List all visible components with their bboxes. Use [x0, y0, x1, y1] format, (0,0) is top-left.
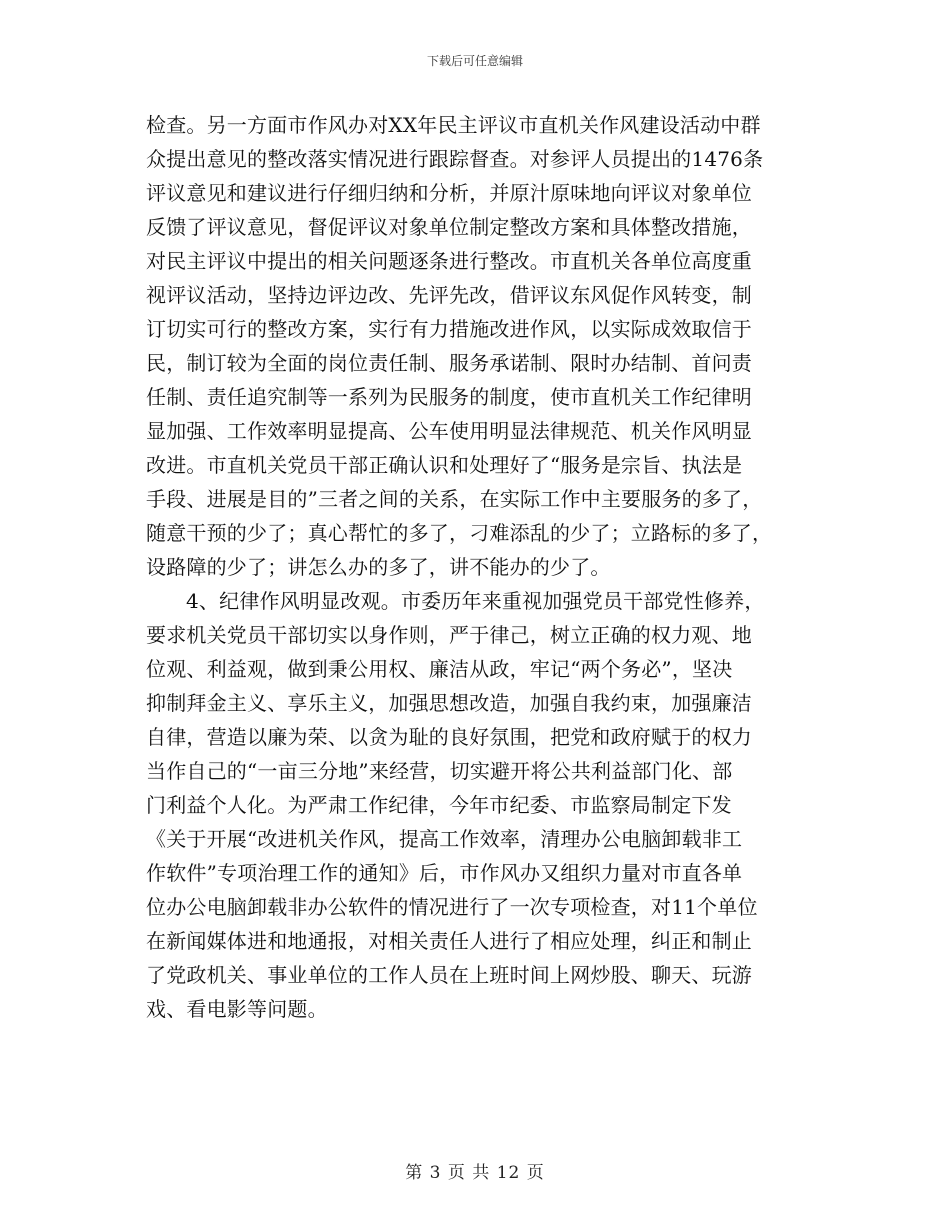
page-header: 下载后可任意编辑: [426, 54, 523, 68]
text-line: 位观、利益观，做到秉公用权、廉洁从政，牢记“两个务必”，坚决: [146, 657, 733, 681]
text-line: 显加强、工作效率明显提高、公车使用明显法律规范、机关作风明显: [146, 419, 752, 443]
text-line: 手段、进展是目的”三者之间的关系，在实际工作中主要服务的多了，: [146, 487, 763, 511]
text-line: 抑制拜金主义、享乐主义，加强思想改造，加强自我约束，加强廉洁: [146, 691, 752, 715]
text-line: 在新闻媒体进和地通报，对相关责任人进行了相应处理，纠正和制止: [146, 929, 752, 953]
text-line: 位办公电脑卸载非办公软件的情况进行了一次专项检查，对11个单位: [146, 895, 758, 919]
text-line: 门利益个人化。为严肃工作纪律，今年市纪委、市监察局制定下发: [146, 793, 732, 817]
document-body: [146, 108, 810, 1026]
text-line: 设路障的少了；讲怎么办的多了，讲不能办的少了。: [146, 555, 611, 579]
section-heading-line: 4、纪律作风明显改观。市委历年来重视加强党员干部党性修养，: [186, 589, 765, 613]
text-line: 随意干预的少了；真心帮忙的多了，刁难添乱的少了；立路标的多了，: [146, 521, 773, 545]
text-line: 自律，营造以廉为荣、以贪为耻的良好氛围，把党和政府赋于的权力: [146, 725, 752, 749]
text-line: 视评议活动，坚持边评边改、先评先改，借评议东风促作风转变，制: [146, 283, 752, 307]
text-line: 《关于开展“改进机关作风，提高工作效率，清理办公电脑卸载非工: [146, 827, 743, 851]
text-line: 作软件”专项治理工作的通知》后，市作风办又组织力量对市直各单: [146, 861, 743, 885]
text-line: 检查。另一方面市作风办对XX年民主评议市直机关作风建设活动中群: [146, 113, 761, 137]
text-line: 改进。市直机关党员干部正确认识和处理好了“服务是宗旨、执法是: [146, 453, 743, 477]
text-line: 众提出意见的整改落实情况进行跟踪督查。对参评人员提出的1476条: [146, 147, 764, 171]
text-line: 当作自己的“一亩三分地”来经营，切实避开将公共利益部门化、部: [146, 759, 733, 783]
page-number: 第 3 页 共 12 页: [405, 1163, 545, 1183]
text-line: 戏、看电影等问题。: [146, 997, 328, 1021]
text-line: 民，制订较为全面的岗位责任制、服务承诺制、限时办结制、首问责: [146, 351, 752, 375]
text-line: 任制、责任追究制等一系列为民服务的制度，使市直机关工作纪律明: [146, 385, 752, 409]
text-line: 订切实可行的整改方案，实行有力措施改进作风，以实际成效取信于: [146, 317, 752, 341]
text-line: 了党政机关、事业单位的工作人员在上班时间上网炒股、聊天、玩游: [146, 963, 752, 987]
text-line: 对民主评议中提出的相关问题逐条进行整改。市直机关各单位高度重: [146, 249, 752, 273]
text-line: 反馈了评议意见，督促评议对象单位制定整改方案和具体整改措施，: [146, 215, 752, 239]
text-line: 要求机关党员干部切实以身作则，严于律己，树立正确的权力观、地: [146, 623, 752, 647]
text-line: 评议意见和建议进行仔细归纳和分析，并原汁原味地向评议对象单位: [146, 181, 752, 205]
